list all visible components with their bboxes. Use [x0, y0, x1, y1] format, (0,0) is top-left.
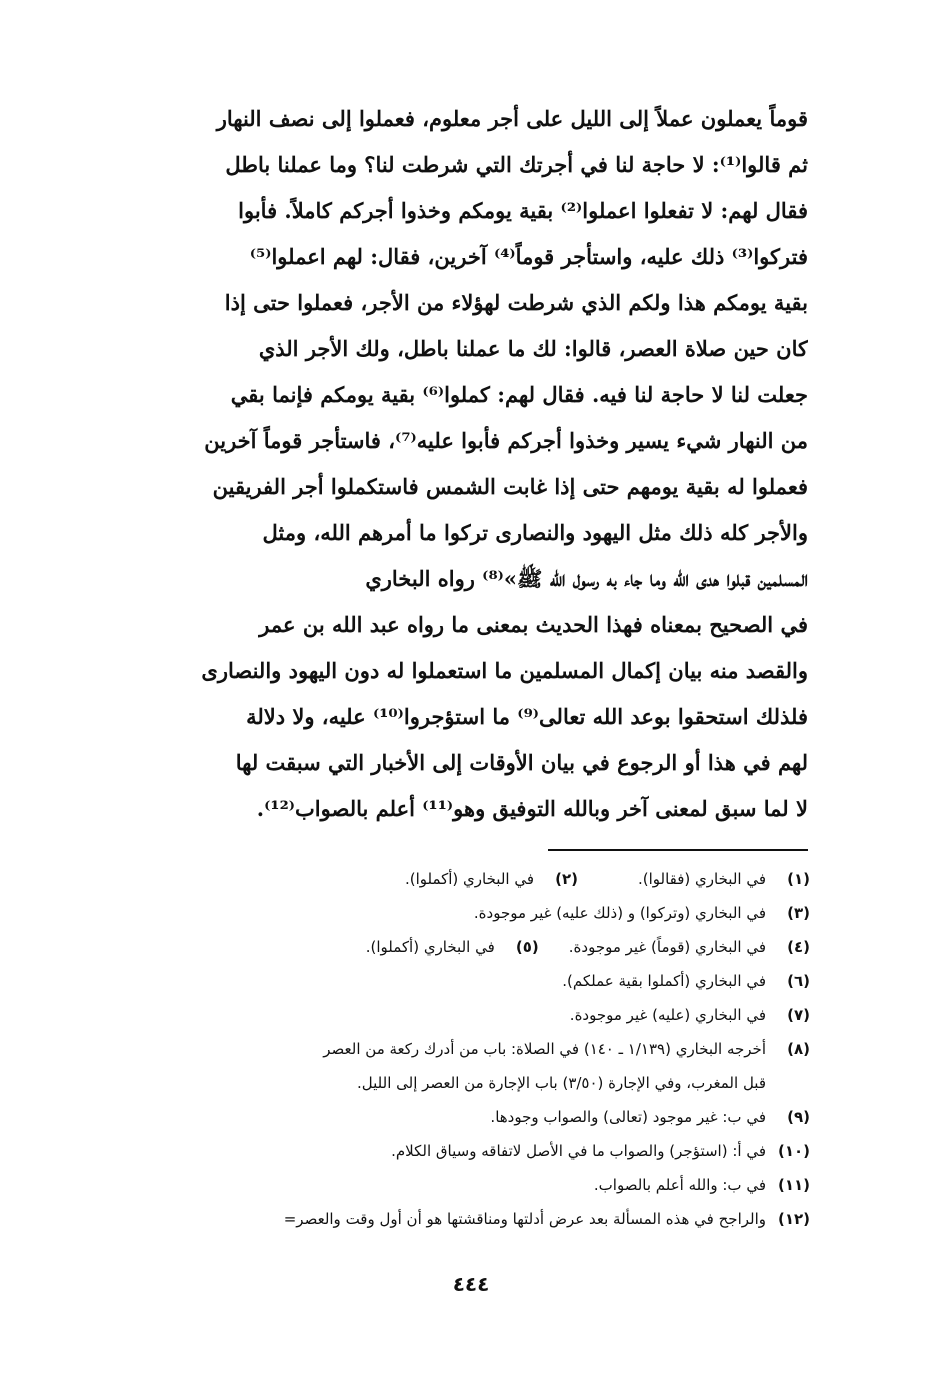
footnote-text: في أ: (استؤجر) والصواب ما في الأصل لاتفاقه وسياق الكلام. — [391, 1142, 766, 1160]
body-line: والأجر كله ذلك مثل اليهود والنصارى تركوا ما أمرهم الله، ومثل — [262, 520, 808, 545]
footnote-row — [118, 896, 810, 930]
footnote-text: في البخاري (أكملوا). — [404, 870, 534, 888]
footnote-row — [118, 1202, 810, 1236]
footnote-number: (٩) — [787, 1108, 810, 1126]
footnote-row — [118, 1100, 810, 1134]
body-line: لا لما سبق لمعنى آخر وبالله التوفيق وهو⁽¹¹⁾ أعلم بالصواب⁽¹²⁾. — [256, 796, 808, 821]
footnote-number: (١٢) — [777, 1210, 810, 1228]
footnote-row — [118, 1134, 810, 1168]
footnote-text: في ب: والله أعلم بالصواب. — [593, 1176, 766, 1194]
footnote-number: (١١) — [777, 1176, 810, 1194]
body-line: فقال لهم: لا تفعلوا اعملوا⁽²⁾ بقية يومكم وخذوا أجركم كاملاً. فأبوا — [238, 198, 808, 223]
body-line: فلذلك استحقوا بوعد الله تعالى⁽⁹⁾ ما استؤجروا⁽¹⁰⁾ عليه، ولا دلالة — [246, 704, 808, 729]
body-line: لهم في هذا أو الرجوع في بيان الأوقات إلى الأخبار التي سبقت لها — [235, 750, 808, 775]
page-number: ٤٤٤ — [452, 1272, 490, 1296]
body-line: كان حين صلاة العصر، قالوا: لك ما عملنا باطل، ولك الأجر الذي — [258, 336, 808, 361]
footnote-number: (٥) — [515, 938, 539, 956]
footnote-text: في البخاري (قوماً) غير موجودة. — [568, 938, 766, 956]
footnote-text: في البخاري (أكملوا بقية عملكم). — [562, 972, 766, 990]
footnote-number: (٦) — [787, 972, 810, 990]
body-line: بقية يومكم هذا ولكم الذي شرطت لهؤلاء من الأجر، فعملوا حتى إذا — [224, 290, 808, 315]
footnote-divider — [548, 849, 808, 851]
main-text — [118, 96, 808, 832]
footnote-text: في البخاري (أكملوا). — [365, 938, 495, 956]
footnote-text: أخرجه البخاري (١/١٣٩ ـ ١٤٠) في الصلاة: باب من أدرك ركعة من العصر — [323, 1040, 766, 1058]
footnote-row — [118, 964, 810, 998]
body-line: فتركوا⁽³⁾ ذلك عليه، واستأجر قوماً⁽⁴⁾ آخرين، فقال: لهم اعملوا⁽⁵⁾ — [249, 244, 808, 269]
body-line: فعملوا له بقية يومهم حتى إذا غابت الشمس فاستكملوا أجر الفريقين — [212, 474, 808, 499]
footnote-number: (٧) — [787, 1006, 810, 1024]
footnote-row — [118, 930, 810, 964]
footnote-text: والراجح في هذه المسألة بعد عرض أدلتها ومناقشتها هو أن أول وقت والعصر= — [283, 1210, 766, 1228]
footnote-number: (٣) — [787, 904, 810, 922]
footnotes — [118, 862, 810, 1236]
footnote-text: في البخاري (عليه) غير موجودة. — [569, 1006, 766, 1024]
footnote-number: (١٠) — [777, 1142, 810, 1160]
body-line: من النهار شيء يسير وخذوا أجركم فأبوا عليه⁽⁷⁾، فاستأجر قوماً آخرين — [204, 428, 808, 453]
body-line: قوماً يعملون عملاً إلى الليل على أجر معلوم، فعملوا إلى نصف النهار — [216, 106, 808, 131]
body-line: ثم قالوا⁽¹⁾: لا حاجة لنا في أجرتك التي شرطت لنا؟ وما عملنا باطل — [225, 152, 808, 177]
footnote-text: في ب: غير موجود (تعالى) والصواب وجودها. — [490, 1108, 766, 1126]
body-line: المسلمين قبلوا هدى الله وما جاء به رسول الله ﷺ»⁽⁸⁾ رواه البخاري — [365, 566, 808, 591]
body-line: والقصد منه بيان إكمال المسلمين ما استعملوا له دون اليهود والنصارى — [201, 658, 808, 683]
body-line: في الصحيح بمعناه فهذا الحديث بمعنى ما رواه عبد الله بن عمر — [259, 612, 808, 637]
body-line: جعلت لنا لا حاجة لنا فيه. فقال لهم: كملوا⁽⁶⁾ بقية يومكم فإنما بقي — [230, 382, 808, 407]
footnote-continuation: قبل المغرب، وفي الإجارة (٣/٥٠) باب الإجارة من العصر إلى الليل. — [357, 1074, 766, 1092]
footnote-number: (١) — [787, 870, 810, 888]
footnote-number: (٤) — [787, 938, 810, 956]
footnote-text: في البخاري (فقالوا). — [638, 870, 766, 888]
footnote-number: (٢) — [555, 870, 578, 888]
footnote-row — [118, 1032, 810, 1066]
footnote-number: (٨) — [787, 1040, 810, 1058]
footnote-row — [118, 998, 810, 1032]
footnote-row — [118, 862, 810, 896]
footnote-row — [118, 1168, 810, 1202]
footnote-text: في البخاري (وتركوا) و (ذلك عليه) غير موجودة. — [473, 904, 766, 922]
